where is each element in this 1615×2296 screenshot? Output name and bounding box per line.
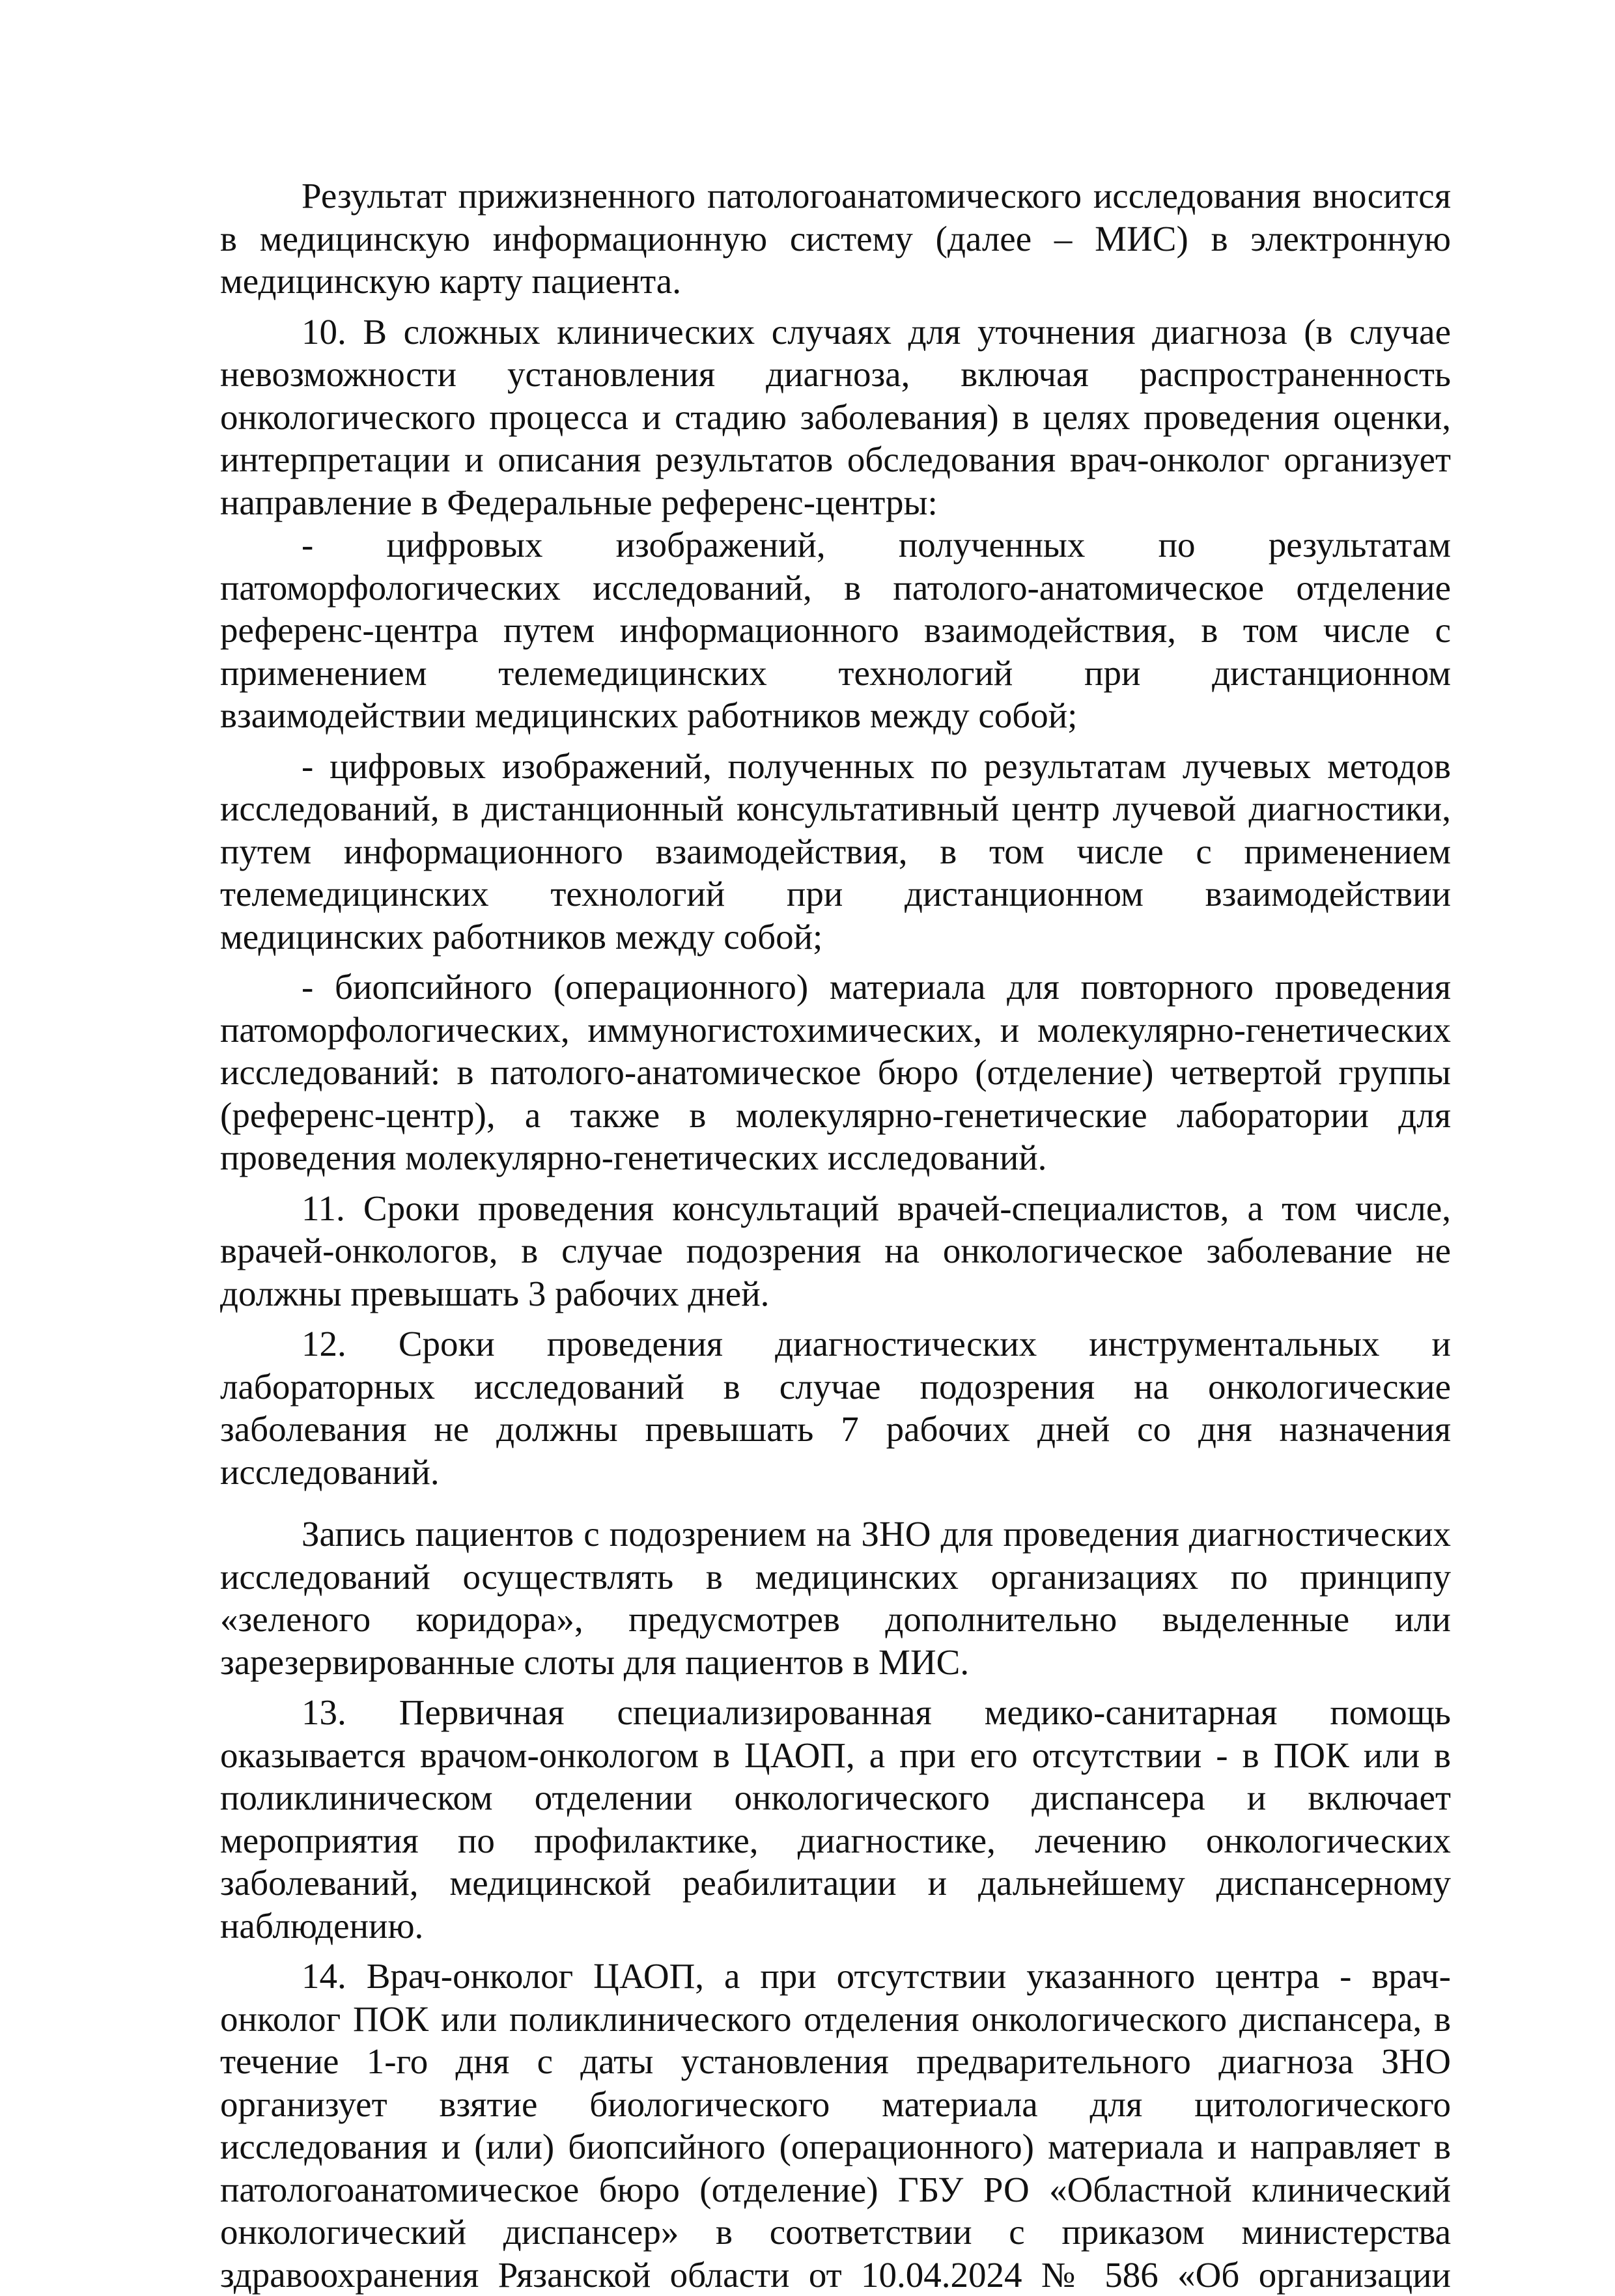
paragraph-14: 14. Врач-онколог ЦАОП, а при отсутствии указанного центра - врач-онколог ПОК или поликлинического отделения онкологического диспансера, в течение 1-го дня с даты установления предварительного диагноза ЗНО организует взятие биологического материала для цитологического исследования и (или) биопсийного (операционного) материала и направляет в патологоанатомическое бюро (отделение) ГБУ РО «Областной клинический онкологический диспансер» в соответствии с приказом министерства здравоохранения Рязанской области от 10.04.2024 № 586 «Об организации <box>220 1956 1451 2295</box>
paragraph-13: 13. Первичная специализированная медико-санитарная помощь оказывается врачом-онкологом в ЦАОП, а при его отсутствии - в ПОК или в поликлиническом отделении онкологического диспансера и включает мероприятия по профилактике, диагностике, лечению онкологических заболеваний, медицинской реабилитации и дальнейшему диспансерному наблюдению. <box>220 1692 1451 1946</box>
paragraph-10-item-2: - цифровых изображений, полученных по результатам лучевых методов исследований, в дистанционный консультативный центр лучевой диагностики, путем информационного взаимодействия, в том числе с применением телемедицинских технологий при дистанционном взаимодействии медицинских работников между собой; <box>220 746 1451 957</box>
paragraph-11: 11. Сроки проведения консультаций врачей-специалистов, а том числе, врачей-онкологов, в случае подозрения на онкологическое заболевание не должны превышать 3 рабочих дней. <box>220 1188 1451 1313</box>
paragraph-zno-record: Запись пациентов с подозрением на ЗНО для проведения диагностических исследований осуществлять в медицинских организациях по принципу «зеленого коридора», предусмотрев дополнительно выделенные или зарезервированные слоты для пациентов в МИС. <box>220 1514 1451 1682</box>
paragraph-10: 10. В сложных клинических случаях для уточнения диагноза (в случае невозможности установления диагноза, включая распространенность онкологического процесса и стадию заболевания) в целях проведения оценки, интерпретации и описания результатов обследования врач-онколог организует направление в Федеральные референс-центры: <box>220 311 1451 522</box>
paragraph-10-item-1: - цифровых изображений, полученных по результатам патоморфологических исследований, в патолого-анатомическое отделение референс-центра путем информационного взаимодействия, в том числе с применением телемедицинских технологий при дистанционном взаимодействии медицинских работников между собой; <box>220 525 1451 735</box>
paragraph-10-item-3: - биопсийного (операционного) материала для повторного проведения патоморфологических, иммуногистохимических, и молекулярно-генетических исследований: в патолого-анатомическое бюро (отделение) четвертой группы (референс-центр), а также в молекулярно-генетические лаборатории для проведения молекулярно-генетических исследований. <box>220 967 1451 1177</box>
document-body <box>220 175 1451 2296</box>
paragraph-12: 12. Сроки проведения диагностических инструментальных и лабораторных исследований в случае подозрения на онкологические заболевания не должны превышать 7 рабочих дней со дня назначения исследований. <box>220 1324 1451 1492</box>
paragraph-result: Результат прижизненного патологоанатомического исследования вносится в медицинскую информационную систему (далее – МИС) в электронную медицинскую карту пациента. <box>220 176 1451 301</box>
